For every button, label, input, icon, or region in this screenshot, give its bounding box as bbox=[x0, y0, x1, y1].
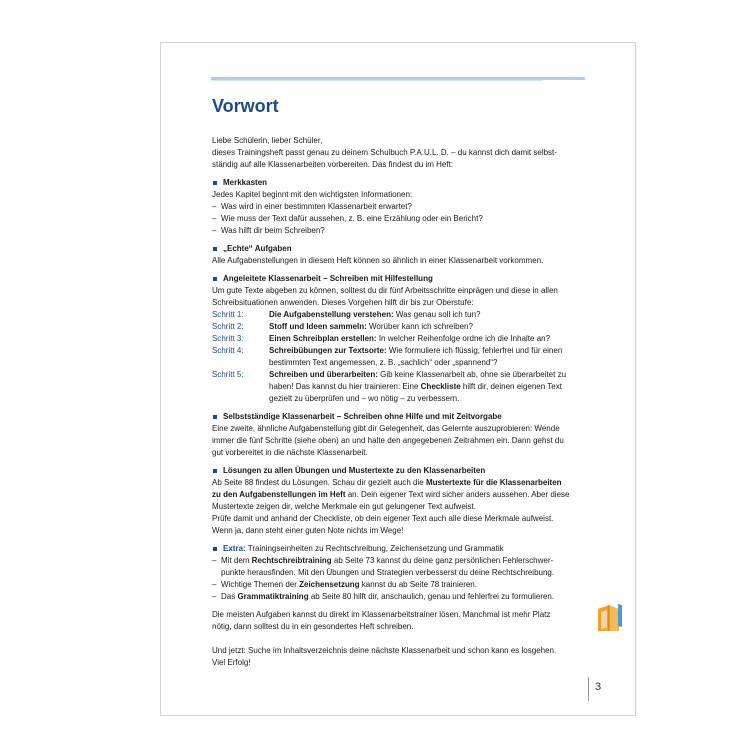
step-text: Stoff und Ideen sammeln: Worüber kann ich schreiben? bbox=[269, 322, 473, 331]
list-item: – Das Grammatiktraining ab Seite 80 hilft dir, anschaulich, genau und fehlerfrei zu formulieren. bbox=[212, 591, 584, 603]
list-item: – Was hilft dir beim Schreiben? bbox=[212, 225, 584, 237]
section-text: Ab Seite 88 findest du Lösungen. Schau dir gezielt auch die Mustertexte für die Klassenarbeiten bbox=[212, 478, 562, 487]
page-number: 3 bbox=[595, 681, 602, 693]
step-label: Schritt 5: bbox=[212, 370, 244, 379]
closing-line: nötig, dann solltest du in ein gesondertes Heft schreiben. bbox=[212, 622, 414, 631]
section-heading: Selbstständige Klassenarbeit – Schreiben ohne Hilfe und mit Zeitvorgabe bbox=[212, 411, 584, 423]
step-text: Die Aufgabenstellung verstehen: Was genau soll ich tun? bbox=[269, 310, 481, 319]
section-text: gut vorbereitet in die nächste Klassenarbeit. bbox=[212, 448, 368, 457]
section-selbststaendige-klassenarbeit bbox=[212, 411, 584, 459]
section-text: Jedes Kapitel beginnt mit den wichtigsten Informationen: bbox=[212, 190, 413, 199]
section-text: Mustertexte zeigen dir, welche Merkmale ein gut gelungener Text aufweist. bbox=[212, 502, 476, 511]
footer-rule bbox=[588, 677, 589, 701]
bullet-square-icon bbox=[213, 469, 217, 473]
step-row bbox=[212, 333, 584, 345]
step-label: Schritt 1: bbox=[212, 310, 244, 319]
intro-paragraph bbox=[212, 135, 584, 171]
step-label: Schritt 4: bbox=[212, 346, 244, 355]
step-label: Schritt 3: bbox=[212, 334, 244, 343]
step-row bbox=[212, 369, 584, 405]
closing-paragraph bbox=[212, 609, 584, 633]
intro-line: dieses Trainingsheft passt genau zu deinem Schulbuch P.A.U.L. D. – du kannst dich damit selbst- bbox=[212, 148, 557, 157]
book-icon bbox=[595, 601, 625, 633]
section-angeleitete-klassenarbeit bbox=[212, 273, 584, 405]
intro-line: Liebe Schülerin, lieber Schüler, bbox=[212, 136, 323, 145]
final-paragraph bbox=[212, 645, 584, 669]
section-heading: Lösungen zu allen Übungen und Mustertexte zu den Klassenarbeiten bbox=[212, 465, 584, 477]
bullet-square-icon bbox=[213, 547, 217, 551]
section-text: Alle Aufgabenstellungen in diesem Heft können so ähnlich in einer Klassenarbeit vorkommen. bbox=[212, 256, 544, 265]
intro-line: ständig auf alle Klassenarbeiten vorbereiten. Das findest du im Heft: bbox=[212, 160, 454, 169]
section-text: immer die fünf Schritte (siehe oben) an und halte den angegebenen Zeitrahmen ein. Dann gehst du bbox=[212, 436, 564, 445]
closing-line: Die meisten Aufgaben kannst du direkt im Klassenarbeitstrainer lösen. Manchmal ist mehr Platz bbox=[212, 610, 551, 619]
step-text: Schreibübungen zur Textsorte: Wie formuliere ich flüssig, fehlerfrei und für einen bestimmten Text angemessen, z. B. „sachlich“ oder „spannend“? bbox=[269, 346, 563, 367]
list-item: – Was wird in einer bestimmten Klassenarbeit erwartet? bbox=[212, 201, 584, 213]
section-heading: „Echte“ Aufgaben bbox=[212, 243, 584, 255]
page-title: Vorwort bbox=[212, 96, 279, 116]
step-text: Einen Schreibplan erstellen: In welcher Reihenfolge ordne ich die Inhalte an? bbox=[269, 334, 551, 343]
section-loesungen bbox=[212, 465, 584, 537]
final-line: Viel Erfolg! bbox=[212, 658, 251, 667]
final-line: Und jetzt: Suche im Inhaltsverzeichnis deine nächste Klassenarbeit und schon kann es losgehen. bbox=[212, 646, 557, 655]
step-label: Schritt 2: bbox=[212, 322, 244, 331]
section-text: Wenn ja, dann steht einer guten Note nichts im Wege! bbox=[212, 526, 404, 535]
section-extra bbox=[212, 543, 584, 603]
bullet-square-icon bbox=[213, 247, 217, 251]
section-heading: Extra: Trainingseinheiten zu Rechtschreibung, Zeichensetzung und Grammatik bbox=[212, 543, 584, 555]
section-text: Schreibsituationen anwenden. Dieses Vorgehen hilft dir bis zur Oberstufe: bbox=[212, 298, 474, 307]
section-echte-aufgaben bbox=[212, 243, 584, 267]
page-content bbox=[212, 135, 584, 669]
list-item: – Wichtige Themen der Zeichensetzung kannst du ab Seite 78 trainieren. bbox=[212, 579, 584, 591]
bullet-square-icon bbox=[213, 415, 217, 419]
bullet-square-icon bbox=[213, 277, 217, 281]
section-heading: Angeleitete Klassenarbeit – Schreiben mit Hilfestellung bbox=[212, 273, 584, 285]
header-rule-shadow bbox=[211, 80, 543, 81]
step-row bbox=[212, 309, 584, 321]
step-row bbox=[212, 321, 584, 333]
section-text: zu den Aufgabenstellungen im Heft an. Dein eigener Text wird sicher anders aussehen. Aber diese bbox=[212, 490, 570, 499]
step-text: Schreiben und überarbeiten: Gib keine Klassenarbeit ab, ohne sie überarbeitet zu haben! Das kannst du hier trainieren: Eine Checkliste hilft dir, deinen eigenen Text gezielt zu überprüfen und – wo nötig – zu verbessern. bbox=[269, 370, 567, 403]
bullet-square-icon bbox=[213, 181, 217, 185]
list-item: – Wie muss der Text dafür aussehen, z. B. eine Erzählung oder ein Bericht? bbox=[212, 213, 584, 225]
step-row bbox=[212, 345, 584, 369]
section-heading: Merkkasten bbox=[212, 177, 584, 189]
section-text: Prüfe damit und anhand der Checkliste, ob dein eigener Text auch alle diese Merkmale aufweist. bbox=[212, 514, 554, 523]
section-merkkasten bbox=[212, 177, 584, 237]
section-text: Eine zweite, ähnliche Aufgabenstellung gibt dir Gelegenheit, das Gelernte auszuprobieren: Wende bbox=[212, 424, 560, 433]
section-text: Um gute Texte abgeben zu können, solltest du dir fünf Arbeitsschritte einprägen und diese in allen bbox=[212, 286, 558, 295]
list-item: – Mit dem Rechtschreibtraining ab Seite 73 kannst du deine ganz persönlichen Fehlerschwer- punkte herausfinden. Mit den Übungen und Strategien verbesserst du deine Rechtschreibung. bbox=[212, 555, 584, 579]
document-page bbox=[160, 42, 636, 716]
